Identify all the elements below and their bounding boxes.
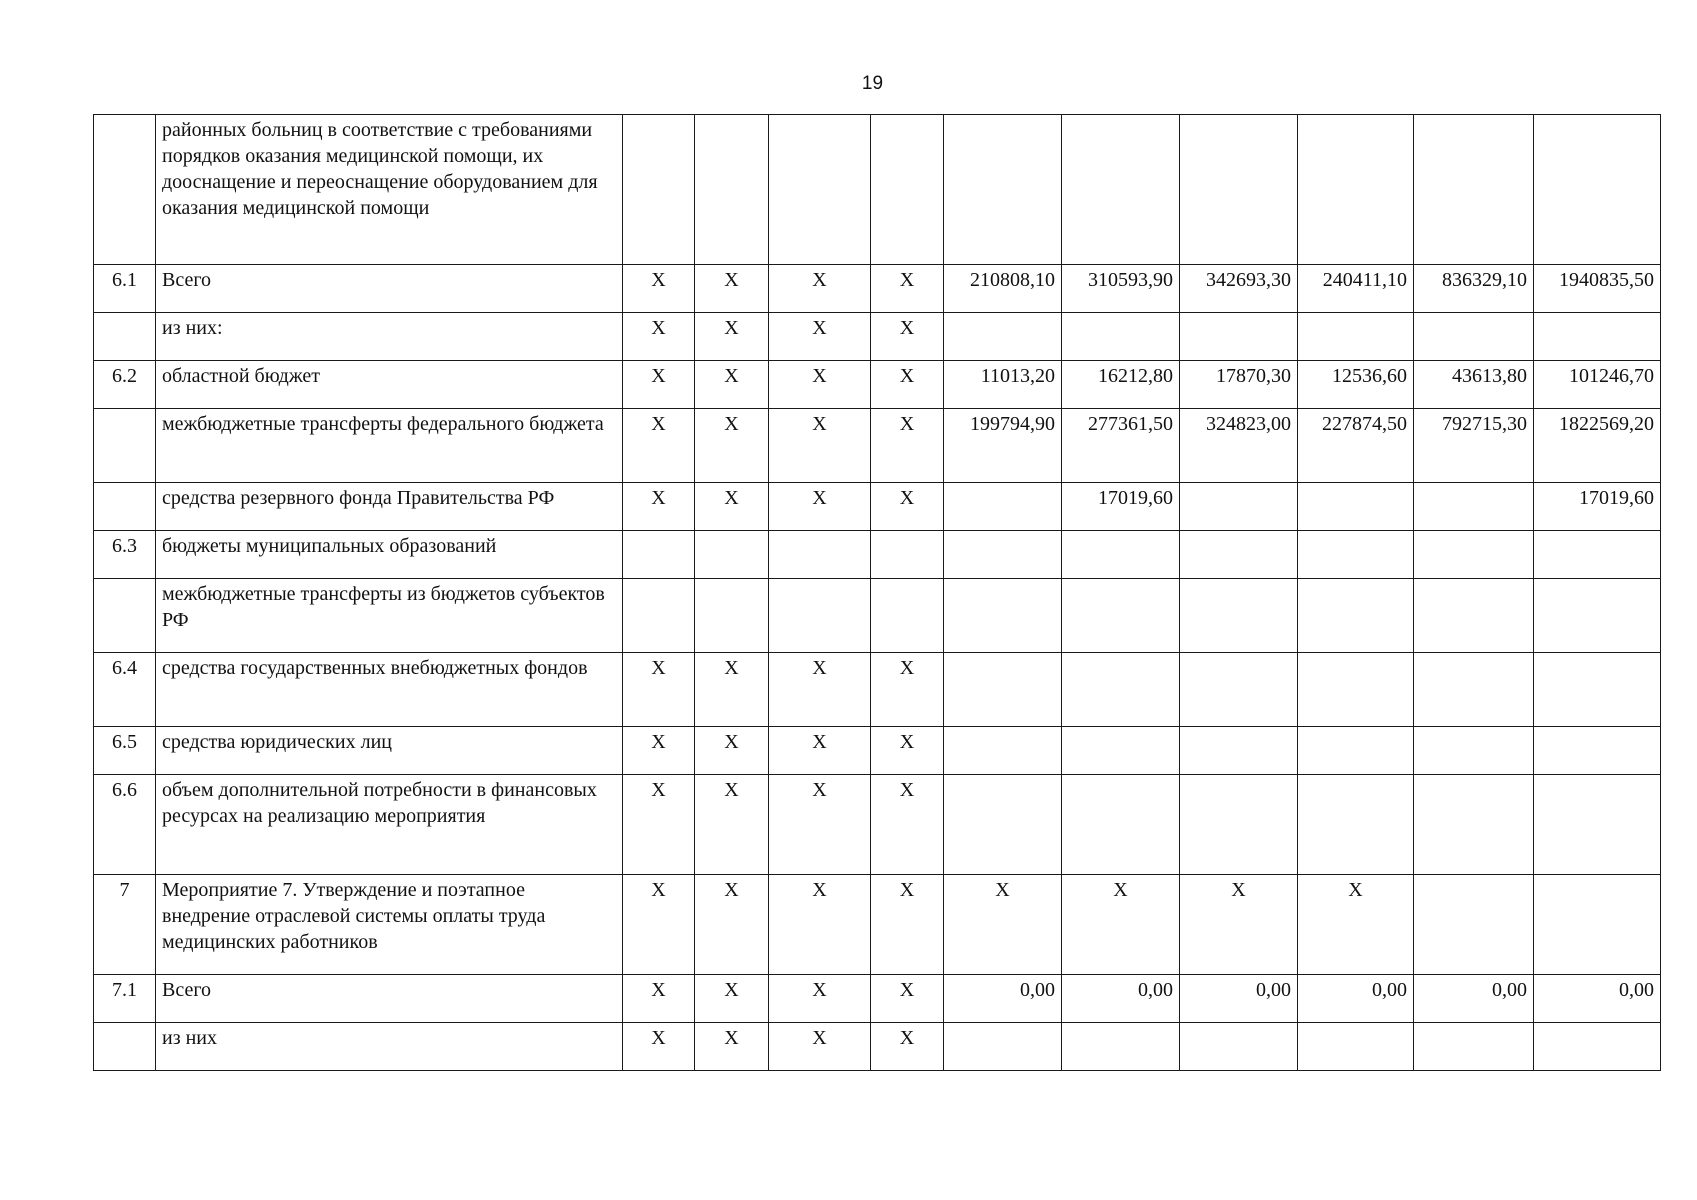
mark-cell: X — [769, 975, 871, 1023]
value-cell: 342693,30 — [1180, 265, 1298, 313]
value-cell — [1062, 727, 1180, 775]
table-row — [94, 727, 1661, 775]
mark-cell: X — [769, 775, 871, 875]
value-cell: 12536,60 — [1298, 361, 1414, 409]
mark-cell: X — [769, 483, 871, 531]
mark-cell: X — [769, 727, 871, 775]
value-cell: 310593,90 — [1062, 265, 1180, 313]
value-cell — [1534, 775, 1661, 875]
table-body — [94, 115, 1661, 1071]
value-cell: 17019,60 — [1062, 483, 1180, 531]
row-label: Всего — [156, 265, 623, 313]
value-cell: 17019,60 — [1534, 483, 1661, 531]
value-cell — [1534, 531, 1661, 579]
mark-cell — [695, 531, 769, 579]
page-number: 19 — [861, 73, 884, 94]
mark-cell: X — [695, 483, 769, 531]
row-label: Мероприятие 7. Утверждение и поэтапное внедрение отраслевой системы оплаты труда медицинских работников — [156, 875, 623, 975]
mark-cell — [623, 579, 695, 653]
value-cell — [1180, 1023, 1298, 1071]
value-cell — [1298, 579, 1414, 653]
mark-cell — [695, 579, 769, 653]
table-row — [94, 579, 1661, 653]
mark-cell: X — [695, 361, 769, 409]
row-number — [94, 483, 156, 531]
row-label: объем дополнительной потребности в финансовых ресурсах на реализацию мероприятия — [156, 775, 623, 875]
value-cell — [1298, 115, 1414, 265]
mark-cell: X — [695, 409, 769, 483]
mark-cell: X — [871, 727, 944, 775]
mark-cell — [871, 531, 944, 579]
value-cell: 17870,30 — [1180, 361, 1298, 409]
value-cell: 227874,50 — [1298, 409, 1414, 483]
row-number: 6.1 — [94, 265, 156, 313]
value-cell — [1180, 775, 1298, 875]
value-cell: 199794,90 — [944, 409, 1062, 483]
value-cell — [1298, 653, 1414, 727]
mark-cell: X — [623, 653, 695, 727]
mark-cell: X — [623, 409, 695, 483]
row-label: из них: — [156, 313, 623, 361]
table-row — [94, 265, 1661, 313]
mark-cell: X — [769, 265, 871, 313]
value-cell: 0,00 — [1062, 975, 1180, 1023]
mark-cell: X — [695, 875, 769, 975]
mark-cell: X — [695, 775, 769, 875]
value-cell: 277361,50 — [1062, 409, 1180, 483]
value-cell: 210808,10 — [944, 265, 1062, 313]
mark-cell: X — [871, 653, 944, 727]
mark-cell: X — [871, 361, 944, 409]
value-cell: 0,00 — [1534, 975, 1661, 1023]
row-label: бюджеты муниципальных образований — [156, 531, 623, 579]
value-cell — [1414, 115, 1534, 265]
value-cell — [1180, 115, 1298, 265]
mark-cell: X — [769, 653, 871, 727]
value-cell — [1534, 727, 1661, 775]
row-number: 6.6 — [94, 775, 156, 875]
value-cell — [944, 483, 1062, 531]
budget-table — [93, 114, 1661, 1071]
value-cell: 0,00 — [944, 975, 1062, 1023]
value-cell — [1414, 727, 1534, 775]
value-cell — [944, 653, 1062, 727]
value-cell — [1062, 579, 1180, 653]
value-cell: X — [1180, 875, 1298, 975]
mark-cell: X — [623, 483, 695, 531]
table-row — [94, 361, 1661, 409]
table-row — [94, 875, 1661, 975]
value-cell — [1298, 775, 1414, 875]
mark-cell: X — [623, 975, 695, 1023]
mark-cell — [623, 115, 695, 265]
mark-cell: X — [871, 875, 944, 975]
value-cell: X — [1062, 875, 1180, 975]
value-cell: 792715,30 — [1414, 409, 1534, 483]
mark-cell: X — [623, 313, 695, 361]
mark-cell — [871, 579, 944, 653]
value-cell — [1062, 531, 1180, 579]
value-cell — [1534, 115, 1661, 265]
mark-cell: X — [695, 313, 769, 361]
table-row — [94, 313, 1661, 361]
value-cell — [1534, 875, 1661, 975]
value-cell: 101246,70 — [1534, 361, 1661, 409]
value-cell — [1180, 313, 1298, 361]
row-number: 6.2 — [94, 361, 156, 409]
row-label: из них — [156, 1023, 623, 1071]
row-number — [94, 579, 156, 653]
value-cell — [1414, 579, 1534, 653]
value-cell: 324823,00 — [1180, 409, 1298, 483]
value-cell: 836329,10 — [1414, 265, 1534, 313]
mark-cell: X — [769, 1023, 871, 1071]
mark-cell: X — [769, 313, 871, 361]
mark-cell: X — [871, 409, 944, 483]
mark-cell: X — [623, 875, 695, 975]
value-cell — [1414, 531, 1534, 579]
value-cell — [1180, 531, 1298, 579]
mark-cell: X — [871, 775, 944, 875]
value-cell — [1414, 313, 1534, 361]
table-row — [94, 975, 1661, 1023]
value-cell: 0,00 — [1298, 975, 1414, 1023]
value-cell: X — [1298, 875, 1414, 975]
value-cell: 16212,80 — [1062, 361, 1180, 409]
value-cell — [1180, 579, 1298, 653]
mark-cell — [695, 115, 769, 265]
row-number: 7 — [94, 875, 156, 975]
row-number — [94, 313, 156, 361]
value-cell — [1534, 653, 1661, 727]
value-cell — [1298, 313, 1414, 361]
mark-cell: X — [769, 875, 871, 975]
mark-cell: X — [769, 361, 871, 409]
mark-cell — [769, 531, 871, 579]
mark-cell: X — [769, 409, 871, 483]
value-cell — [1534, 313, 1661, 361]
value-cell — [1534, 1023, 1661, 1071]
value-cell — [1298, 727, 1414, 775]
value-cell — [944, 115, 1062, 265]
value-cell: 43613,80 — [1414, 361, 1534, 409]
mark-cell: X — [623, 265, 695, 313]
table-row — [94, 115, 1661, 265]
row-number: 6.5 — [94, 727, 156, 775]
value-cell — [1298, 483, 1414, 531]
row-label: межбюджетные трансферты федерального бюджета — [156, 409, 623, 483]
row-number: 7.1 — [94, 975, 156, 1023]
value-cell — [1534, 579, 1661, 653]
row-label: средства резервного фонда Правительства РФ — [156, 483, 623, 531]
value-cell — [944, 579, 1062, 653]
value-cell: 240411,10 — [1298, 265, 1414, 313]
value-cell — [1062, 1023, 1180, 1071]
value-cell: 0,00 — [1414, 975, 1534, 1023]
mark-cell: X — [871, 975, 944, 1023]
value-cell — [944, 727, 1062, 775]
value-cell — [1414, 653, 1534, 727]
mark-cell: X — [695, 1023, 769, 1071]
mark-cell: X — [871, 313, 944, 361]
value-cell — [1062, 313, 1180, 361]
mark-cell: X — [695, 265, 769, 313]
mark-cell — [623, 531, 695, 579]
value-cell: 1940835,50 — [1534, 265, 1661, 313]
mark-cell: X — [695, 975, 769, 1023]
table-row — [94, 531, 1661, 579]
mark-cell: X — [623, 361, 695, 409]
value-cell — [1062, 115, 1180, 265]
mark-cell: X — [623, 775, 695, 875]
row-label: средства государственных внебюджетных фондов — [156, 653, 623, 727]
value-cell: X — [944, 875, 1062, 975]
mark-cell: X — [623, 727, 695, 775]
table-row — [94, 1023, 1661, 1071]
row-label: районных больниц в соответствие с требованиями порядков оказания медицинской помощи, их дооснащение и переоснащение оборудованием для оказания медицинской помощи — [156, 115, 623, 265]
value-cell — [1298, 1023, 1414, 1071]
row-label: Всего — [156, 975, 623, 1023]
value-cell — [1414, 1023, 1534, 1071]
row-label: областной бюджет — [156, 361, 623, 409]
value-cell — [1062, 653, 1180, 727]
mark-cell — [769, 579, 871, 653]
value-cell — [1414, 775, 1534, 875]
row-label: межбюджетные трансферты из бюджетов субъектов РФ — [156, 579, 623, 653]
value-cell — [944, 775, 1062, 875]
value-cell — [1180, 727, 1298, 775]
mark-cell: X — [623, 1023, 695, 1071]
table-row — [94, 483, 1661, 531]
value-cell — [944, 531, 1062, 579]
row-number — [94, 115, 156, 265]
table-row — [94, 409, 1661, 483]
row-number: 6.3 — [94, 531, 156, 579]
mark-cell: X — [871, 265, 944, 313]
mark-cell: X — [871, 1023, 944, 1071]
mark-cell: X — [871, 483, 944, 531]
value-cell: 11013,20 — [944, 361, 1062, 409]
table-row — [94, 775, 1661, 875]
value-cell — [944, 1023, 1062, 1071]
value-cell — [1180, 653, 1298, 727]
value-cell — [1180, 483, 1298, 531]
row-number — [94, 409, 156, 483]
value-cell — [1414, 483, 1534, 531]
value-cell — [1062, 775, 1180, 875]
mark-cell: X — [695, 727, 769, 775]
value-cell — [944, 313, 1062, 361]
row-label: средства юридических лиц — [156, 727, 623, 775]
row-number: 6.4 — [94, 653, 156, 727]
mark-cell — [871, 115, 944, 265]
row-number — [94, 1023, 156, 1071]
value-cell — [1298, 531, 1414, 579]
table-row — [94, 653, 1661, 727]
value-cell — [1414, 875, 1534, 975]
mark-cell: X — [695, 653, 769, 727]
value-cell: 0,00 — [1180, 975, 1298, 1023]
mark-cell — [769, 115, 871, 265]
value-cell: 1822569,20 — [1534, 409, 1661, 483]
